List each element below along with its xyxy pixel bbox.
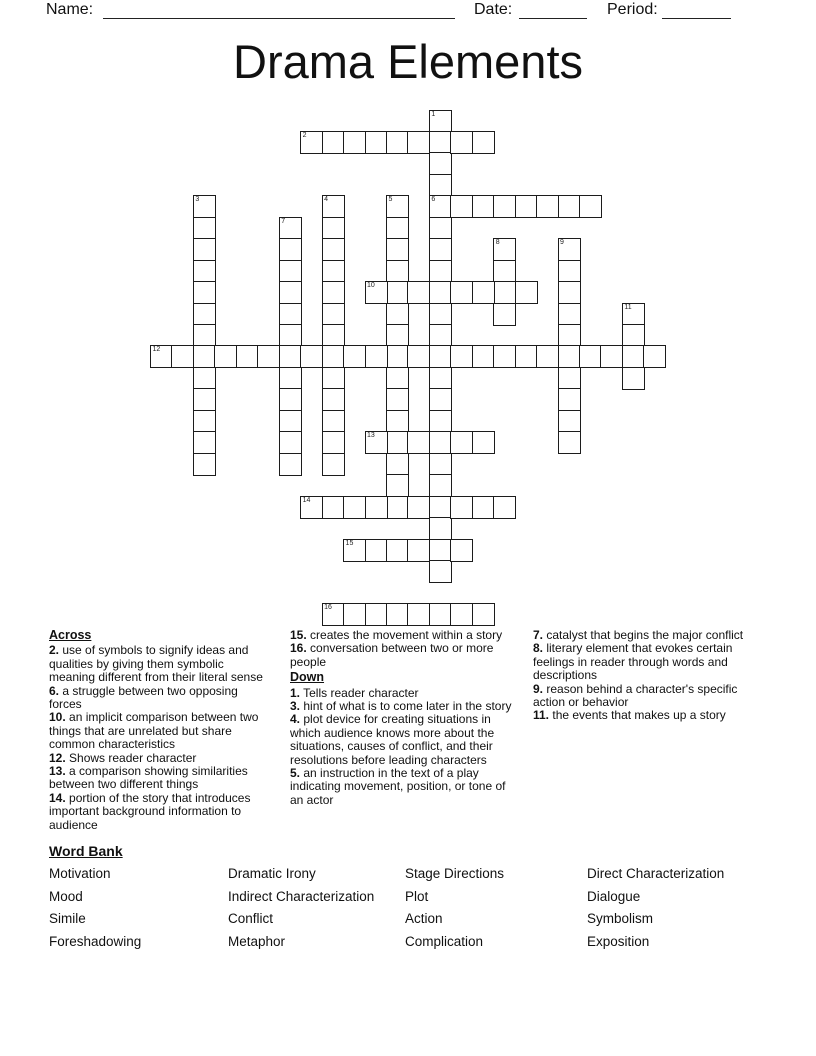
crossword-cell[interactable] (579, 345, 602, 368)
cell-number: 3 (195, 196, 200, 204)
word-bank-item: Exposition (587, 934, 650, 950)
crossword-cell[interactable] (193, 345, 216, 368)
clue-number: 10. (49, 710, 66, 725)
crossword-cell[interactable] (386, 367, 409, 390)
crossword-cell[interactable] (493, 238, 516, 261)
clue-item: 16. conversation between two or more people (290, 641, 494, 669)
crossword-cell[interactable] (279, 281, 302, 304)
crossword-cell[interactable] (558, 324, 581, 347)
clue-number: 2. (49, 643, 60, 658)
crossword-cell[interactable] (558, 431, 581, 454)
crossword-cell[interactable] (193, 324, 216, 347)
crossword-cell[interactable] (536, 345, 559, 368)
crossword-cell[interactable] (558, 281, 581, 304)
crossword-cell[interactable] (558, 260, 581, 283)
crossword-cell[interactable] (472, 345, 495, 368)
crossword-cell[interactable] (193, 453, 216, 476)
cell-number: 2 (302, 131, 307, 139)
clue-item: 8. literary element that evokes certain feelings in reader through words and descriptions (533, 641, 733, 683)
crossword-cell[interactable] (322, 131, 345, 154)
word-bank-item: Motivation (49, 866, 111, 881)
crossword-cell[interactable] (472, 603, 495, 626)
word-bank-item: Simile (49, 911, 86, 927)
crossword-cell[interactable] (450, 281, 473, 304)
crossword-cell[interactable] (493, 281, 516, 304)
name-label: Name: (46, 1, 94, 18)
down-clues-list-continued (533, 629, 771, 723)
clue-number: 13. (49, 764, 66, 779)
crossword-cell[interactable] (365, 131, 388, 154)
crossword-cell[interactable] (558, 195, 581, 218)
crossword-cell[interactable] (429, 345, 452, 368)
crossword-cell[interactable] (322, 324, 345, 347)
crossword-cell[interactable] (407, 281, 430, 304)
clue-item: 10. an implicit comparison between two things that are unrelated but share common characteristics (49, 710, 259, 752)
crossword-cell[interactable] (322, 410, 345, 433)
crossword-cell[interactable] (386, 496, 409, 519)
crossword-cell[interactable] (429, 152, 452, 175)
crossword-cell[interactable] (515, 281, 538, 304)
crossword-cell[interactable] (515, 345, 538, 368)
crossword-cell[interactable] (279, 303, 302, 326)
crossword-cell[interactable] (407, 431, 430, 454)
crossword-cell[interactable] (472, 431, 495, 454)
crossword-cell[interactable] (322, 217, 345, 240)
crossword-cell[interactable] (365, 431, 388, 454)
crossword-cell[interactable] (429, 174, 452, 197)
crossword-cell[interactable] (429, 517, 452, 540)
crossword-cell[interactable] (279, 453, 302, 476)
crossword-cell[interactable] (386, 238, 409, 261)
cell-number: 7 (281, 217, 286, 225)
crossword-cell[interactable] (386, 410, 409, 433)
date-label: Date: (474, 1, 513, 18)
crossword-cell[interactable] (622, 345, 645, 368)
clue-item: 11. the events that makes up a story (533, 708, 726, 723)
crossword-cell[interactable] (515, 195, 538, 218)
crossword-cell[interactable] (365, 539, 388, 562)
crossword-cell[interactable] (365, 345, 388, 368)
crossword-cell[interactable] (429, 324, 452, 347)
crossword-cell[interactable] (279, 431, 302, 454)
crossword-cell[interactable] (279, 324, 302, 347)
crossword-cell[interactable] (622, 367, 645, 390)
crossword-cell[interactable] (429, 560, 452, 583)
crossword-cell[interactable] (386, 195, 409, 218)
crossword-cell[interactable] (407, 603, 430, 626)
crossword-cell[interactable] (429, 260, 452, 283)
clue-number: 5. (290, 766, 301, 781)
crossword-cell[interactable] (193, 195, 216, 218)
crossword-cell[interactable] (171, 345, 194, 368)
crossword-cell[interactable] (279, 367, 302, 390)
word-bank-item: Complication (405, 934, 484, 950)
crossword-cell[interactable] (493, 496, 516, 519)
clue-item: 4. plot device for creating situations in which audience knows more about the situations, causes of conflict, and their resolutions before leading characters (290, 712, 495, 767)
crossword-cell[interactable] (193, 367, 216, 390)
crossword-cell[interactable] (600, 345, 623, 368)
clue-item: 14. portion of the story that introduces important background information to audience (49, 790, 251, 832)
cell-number: 1 (431, 110, 436, 118)
word-bank-item: Mood (49, 888, 83, 904)
crossword-cell[interactable] (193, 303, 216, 326)
crossword-cell[interactable] (300, 345, 323, 368)
cell-number: 8 (495, 239, 500, 247)
word-bank-heading: Word Bank (49, 843, 123, 859)
word-bank-item: Action (405, 911, 443, 927)
cell-number: 14 (302, 496, 311, 504)
crossword-cell[interactable] (472, 195, 495, 218)
cell-number: 9 (560, 239, 564, 247)
crossword-cell[interactable] (322, 453, 345, 476)
crossword-cell[interactable] (472, 281, 495, 304)
crossword-cell[interactable] (365, 496, 388, 519)
word-bank-item: Direct Characterization (587, 866, 725, 881)
word-bank-item: Symbolism (587, 911, 654, 927)
crossword-cell[interactable] (407, 131, 430, 154)
across-clues-list-continued (290, 629, 512, 669)
clue-number: 16. (290, 641, 307, 656)
cell-number: 11 (624, 303, 632, 311)
crossword-cell[interactable] (257, 345, 280, 368)
crossword-cell[interactable] (343, 131, 366, 154)
clue-number: 3. (290, 699, 301, 714)
crossword-cell[interactable] (386, 431, 409, 454)
crossword-cell[interactable] (450, 195, 473, 218)
word-bank (49, 866, 757, 957)
clue-item: 13. a comparison showing similarities between two different things (49, 764, 248, 792)
crossword-cell[interactable] (407, 539, 430, 562)
crossword-cell[interactable] (429, 217, 452, 240)
crossword-cell[interactable] (450, 131, 473, 154)
period-label: Period: (607, 1, 658, 18)
crossword-cell[interactable] (386, 217, 409, 240)
crossword-cell[interactable] (300, 496, 323, 519)
crossword-cell[interactable] (429, 474, 452, 497)
word-bank-item: Stage Directions (405, 866, 505, 881)
crossword-cell[interactable] (493, 345, 516, 368)
clue-number: 15. (290, 628, 307, 642)
crossword-cell[interactable] (429, 388, 452, 411)
crossword-cell[interactable] (193, 388, 216, 411)
crossword-cell[interactable] (279, 410, 302, 433)
cell-number: 6 (431, 196, 436, 204)
clue-number: 12. (49, 750, 66, 765)
crossword-cell[interactable] (558, 238, 581, 261)
crossword-cell[interactable] (193, 410, 216, 433)
across-heading: Across (49, 628, 92, 642)
crossword-cell[interactable] (150, 345, 173, 368)
crossword-cell[interactable] (472, 496, 495, 519)
word-bank-item: Metaphor (228, 934, 286, 950)
across-clues-list (49, 644, 264, 832)
crossword-cell[interactable] (429, 431, 452, 454)
crossword-cell[interactable] (322, 431, 345, 454)
crossword-cell[interactable] (622, 303, 645, 326)
crossword-cell[interactable] (558, 388, 581, 411)
crossword-cell[interactable] (343, 345, 366, 368)
down-heading: Down (290, 670, 325, 685)
crossword-cell[interactable] (322, 496, 345, 519)
crossword-cell[interactable] (386, 345, 409, 368)
clue-item: 7. catalyst that begins the major conflict (533, 628, 744, 642)
clue-item: 9. reason behind a character's specific action or behavior (533, 681, 738, 710)
crossword-cell[interactable] (279, 260, 302, 283)
crossword-cell[interactable] (407, 496, 430, 519)
crossword-cell[interactable] (429, 195, 452, 218)
crossword-cell[interactable] (429, 131, 452, 154)
crossword-cell[interactable] (450, 603, 473, 626)
crossword-cell[interactable] (322, 388, 345, 411)
crossword-cell[interactable] (429, 496, 452, 519)
crossword-cell[interactable] (450, 345, 473, 368)
crossword-cell[interactable] (493, 195, 516, 218)
crossword-cell[interactable] (193, 217, 216, 240)
crossword-cell[interactable] (322, 281, 345, 304)
page-title: Drama Elements (233, 35, 583, 88)
crossword-cell[interactable] (365, 281, 388, 304)
crossword-cell[interactable] (322, 195, 345, 218)
crossword-cell[interactable] (365, 603, 388, 626)
crossword-cell[interactable] (622, 324, 645, 347)
clues-column-2 (290, 629, 512, 807)
crossword-cell[interactable] (343, 603, 366, 626)
word-bank-item: Conflict (228, 911, 274, 927)
crossword-cell[interactable] (386, 131, 409, 154)
crossword-cell[interactable] (429, 410, 452, 433)
crossword-cell[interactable] (279, 238, 302, 261)
clues-column-1 (49, 629, 264, 832)
cell-number: 5 (388, 196, 393, 204)
clue-number: 11. (533, 708, 550, 723)
crossword-cell[interactable] (386, 324, 409, 347)
crossword-cell[interactable] (429, 281, 452, 304)
crossword-cell[interactable] (643, 345, 666, 368)
crossword-cell[interactable] (193, 431, 216, 454)
cell-number: 4 (324, 196, 328, 204)
crossword-cell[interactable] (558, 303, 581, 326)
crossword-cell[interactable] (429, 303, 452, 326)
clue-item: 6. a struggle between two opposing forces (49, 683, 238, 712)
crossword-cell[interactable] (343, 539, 366, 562)
clue-number: 7. (533, 628, 544, 642)
clue-item: 15. creates the movement within a story (290, 628, 503, 642)
cell-number: 13 (367, 432, 375, 440)
crossword-cell[interactable] (386, 281, 409, 304)
word-bank-item: Plot (405, 888, 429, 904)
crossword-cell[interactable] (429, 110, 452, 133)
cell-number: 12 (152, 346, 161, 354)
crossword-cell[interactable] (300, 131, 323, 154)
word-bank-item: Foreshadowing (49, 934, 142, 950)
crossword-cell[interactable] (429, 539, 452, 562)
crossword-cell[interactable] (236, 345, 259, 368)
word-bank-item: Dramatic Irony (228, 866, 316, 881)
cell-number: 15 (345, 539, 354, 547)
crossword-cell[interactable] (386, 474, 409, 497)
word-bank-item: Indirect Characterization (228, 888, 375, 904)
crossword-cell[interactable] (386, 260, 409, 283)
crossword-cell[interactable] (493, 303, 516, 326)
crossword-cell[interactable] (214, 345, 237, 368)
crossword-cell[interactable] (386, 603, 409, 626)
crossword-cell[interactable] (386, 303, 409, 326)
clue-number: 1. (290, 685, 301, 700)
crossword-cell[interactable] (558, 345, 581, 368)
crossword-cell[interactable] (407, 345, 430, 368)
crossword-cell[interactable] (193, 281, 216, 304)
crossword-cell[interactable] (450, 539, 473, 562)
clue-number: 4. (290, 712, 301, 727)
clues-column-3 (533, 629, 771, 723)
crossword-cell[interactable] (579, 195, 602, 218)
crossword-cell[interactable] (536, 195, 559, 218)
crossword-cell[interactable] (279, 345, 302, 368)
crossword-cell[interactable] (429, 238, 452, 261)
crossword-cell[interactable] (279, 217, 302, 240)
clue-number: 9. (533, 681, 544, 696)
crossword-cell[interactable] (450, 496, 473, 519)
clue-number: 6. (49, 683, 60, 698)
crossword-cell[interactable] (343, 496, 366, 519)
crossword-cell[interactable] (493, 260, 516, 283)
clue-item: 12. Shows reader character (49, 750, 197, 765)
crossword-cell[interactable] (279, 388, 302, 411)
crossword-cell[interactable] (386, 453, 409, 476)
cell-number: 16 (324, 603, 332, 611)
crossword-cell[interactable] (322, 345, 345, 368)
crossword-cell[interactable] (322, 303, 345, 326)
crossword-cell[interactable] (193, 238, 216, 261)
down-clues-list (290, 687, 512, 808)
crossword-cell[interactable] (429, 367, 452, 390)
clue-number: 14. (49, 790, 66, 805)
crossword-cell[interactable] (193, 260, 216, 283)
crossword-cell[interactable] (558, 367, 581, 390)
clue-item: 2. use of symbols to signify ideas and qualities by giving them symbolic meaning different from their literal sense (49, 643, 263, 685)
clue-item: 1. Tells reader character (290, 685, 419, 700)
crossword-cell[interactable] (322, 238, 345, 261)
crossword-cell[interactable] (450, 431, 473, 454)
crossword-cell[interactable] (386, 388, 409, 411)
clue-item: 3. hint of what is to come later in the story (290, 699, 512, 714)
crossword-cell[interactable] (472, 131, 495, 154)
clue-number: 8. (533, 641, 544, 656)
crossword-cell[interactable] (322, 367, 345, 390)
crossword-cell[interactable] (322, 260, 345, 283)
clue-item: 5. an instruction in the text of a play indicating movement, position, or tone of an actor (290, 766, 506, 807)
cell-number: 10 (367, 282, 375, 290)
word-bank-item: Dialogue (587, 888, 641, 904)
crossword-cell[interactable] (429, 603, 452, 626)
crossword-cell[interactable] (386, 539, 409, 562)
crossword-cell[interactable] (429, 453, 452, 476)
crossword-cell[interactable] (322, 603, 345, 626)
crossword-cell[interactable] (558, 410, 581, 433)
